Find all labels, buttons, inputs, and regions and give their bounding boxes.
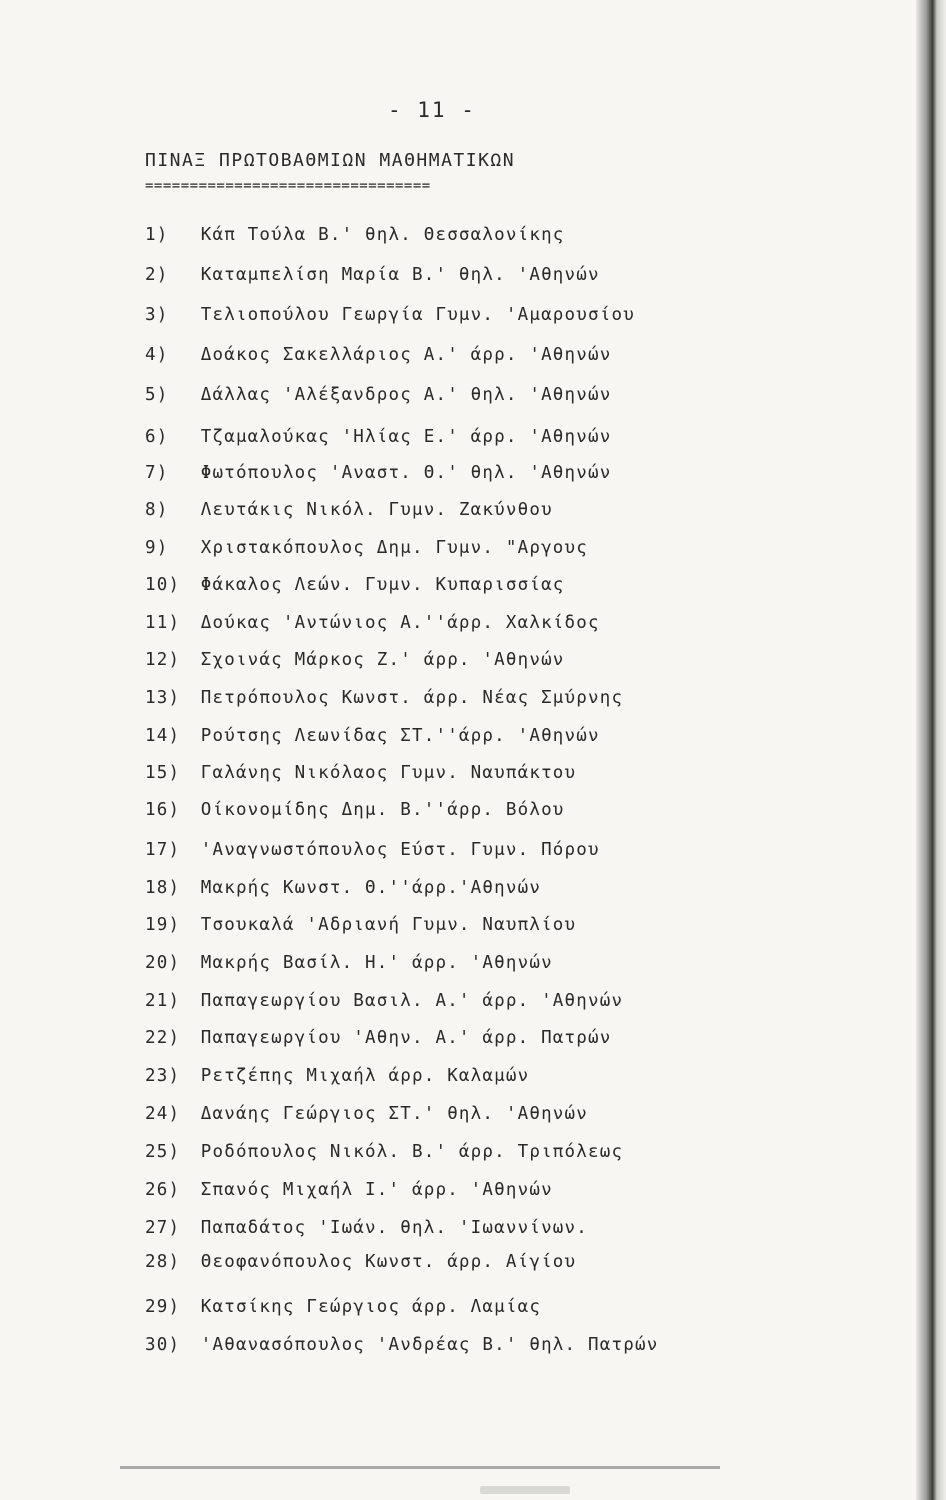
entry-text: Ρούτσης Λεωνίδας ΣΤ.''άρρ. 'Αθηνών [189,726,600,746]
entry-text: Γαλάνης Νικόλαος Γυμν. Ναυπάκτου [189,763,577,783]
list-item [145,575,565,595]
list-item [145,1297,541,1317]
list-item [145,500,553,520]
binding-edge [916,0,946,1500]
entry-text: Φωτόπουλος 'Αναστ. Θ.' θηλ. 'Αθηνών [189,463,612,483]
entry-text: Πετρόπουλος Κωνστ. άρρ. Νέας Σμύρνης [189,688,624,708]
list-item [145,763,576,783]
list-item [145,463,612,483]
entry-text: Μακρής Κωνστ. Θ.''άρρ.'Αθηνών [189,878,542,898]
entry-text: Τζαμαλούκας 'Ηλίας Ε.' άρρ. 'Αθηνών [189,427,612,447]
entry-text: Τσουκαλά 'Αδριανή Γυμν. Ναυπλίου [189,915,577,935]
list-item [145,345,612,365]
entry-number: 26) [145,1180,181,1200]
entry-number: 11) [145,613,181,633]
list-item [145,385,612,405]
entry-number: 17) [145,840,181,860]
entry-number: 27) [145,1218,181,1238]
title-underline: ================================ [145,178,431,194]
entry-number: 6) [145,427,169,447]
entry-text: Μακρής Βασίλ. Η.' άρρ. 'Αθηνών [189,953,553,973]
list-item [145,726,600,746]
entry-text: 'Αναγνωστόπουλος Εύστ. Γυμν. Πόρου [189,840,600,860]
entry-text: Χριστακόπουλος Δημ. Γυμν. "Αργους [189,538,589,558]
entry-number: 19) [145,915,181,935]
entry-number: 8) [145,500,169,520]
list-item [145,1335,658,1355]
entry-text: Παπαγεωργίου 'Αθην. Α.' άρρ. Πατρών [189,1028,612,1048]
list-item [145,1180,553,1200]
entry-number: 21) [145,991,181,1011]
entry-number: 7) [145,463,169,483]
list-item [145,840,600,860]
list-item [145,915,576,935]
entry-number: 5) [145,385,169,405]
entry-number: 15) [145,763,181,783]
entry-text: 'Αθανασόπουλος 'Ανδρέας Β.' θηλ. Πατρών [189,1335,659,1355]
entry-number: 23) [145,1066,181,1086]
entry-text: Δανάης Γεώργιος ΣΤ.' θηλ. 'Αθηνών [189,1104,589,1124]
entry-text: Θεοφανόπουλος Κωνστ. άρρ. Αίγίου [189,1252,577,1272]
entry-text: Κάπ Τούλα Β.' θηλ. Θεσσαλονίκης [189,225,565,245]
entry-number: 9) [145,538,169,558]
list-item [145,613,600,633]
entry-number: 2) [145,265,169,285]
list-item [145,953,553,973]
entry-text: Παπαδάτος 'Ιωάν. θηλ. 'Ιωαννίνων. [189,1218,589,1238]
list-item [145,650,565,670]
bottom-smudge [480,1486,570,1494]
list-item [145,1252,576,1272]
entry-text: Δοάκος Σακελλάριος Α.' άρρ. 'Αθηνών [189,345,612,365]
entry-text: Ροδόπουλος Νικόλ. Β.' άρρ. Τριπόλεως [189,1142,624,1162]
entry-number: 29) [145,1297,181,1317]
list-item [145,800,565,820]
entry-text: Οίκονομίδης Δημ. Β.''άρρ. Βόλου [189,800,565,820]
list-item [145,1066,529,1086]
entry-number: 1) [145,225,169,245]
list-item [145,225,565,245]
entry-number: 16) [145,800,181,820]
entry-number: 10) [145,575,181,595]
entry-text: Ρετζέπης Μιχαήλ άρρ. Καλαμών [189,1066,530,1086]
list-item [145,427,612,447]
entry-text: Παπαγεωργίου Βασιλ. Α.' άρρ. 'Αθηνών [189,991,624,1011]
entry-text: Καταμπελίση Μαρία Β.' θηλ. 'Αθηνών [189,265,600,285]
entry-number: 24) [145,1104,181,1124]
entry-number: 14) [145,726,181,746]
entry-number: 20) [145,953,181,973]
entry-number: 18) [145,878,181,898]
entry-number: 28) [145,1252,181,1272]
list-item [145,305,635,325]
page-title: ΠΙΝΑΞ ΠΡΩΤΟΒΑΘΜΙΩΝ ΜΑΘΗΜΑΤΙΚΩΝ [145,150,516,171]
entry-text: Λευτάκις Νικόλ. Γυμν. Ζακύνθου [189,500,553,520]
entry-text: Δούκας 'Αντώνιος Α.''άρρ. Χαλκίδος [189,613,600,633]
entry-text: Τελιοπούλου Γεωργία Γυμν. 'Αμαρουσίου [189,305,635,325]
entry-number: 13) [145,688,181,708]
entry-text: Κατσίκης Γεώργιος άρρ. Λαμίας [189,1297,542,1317]
entry-number: 30) [145,1335,181,1355]
entry-text: Δάλλας 'Αλέξανδρος Α.' θηλ. 'Αθηνών [189,385,612,405]
page-number: - 11 - [388,98,476,122]
entry-number: 3) [145,305,169,325]
list-item [145,1218,588,1238]
list-item [145,1142,623,1162]
entry-text: Σπανός Μιχαήλ Ι.' άρρ. 'Αθηνών [189,1180,553,1200]
list-item [145,1028,612,1048]
list-item [145,1104,588,1124]
list-item [145,878,541,898]
entry-number: 22) [145,1028,181,1048]
entry-number: 4) [145,345,169,365]
list-item [145,538,588,558]
list-item [145,688,623,708]
entry-number: 25) [145,1142,181,1162]
entry-number: 12) [145,650,181,670]
list-item [145,265,600,285]
list-item [145,991,623,1011]
bottom-shadow-line [120,1466,720,1469]
entry-text: Σχοινάς Μάρκος Ζ.' άρρ. 'Αθηνών [189,650,565,670]
entry-text: Φάκαλος Λεών. Γυμν. Κυπαρισσίας [189,575,565,595]
